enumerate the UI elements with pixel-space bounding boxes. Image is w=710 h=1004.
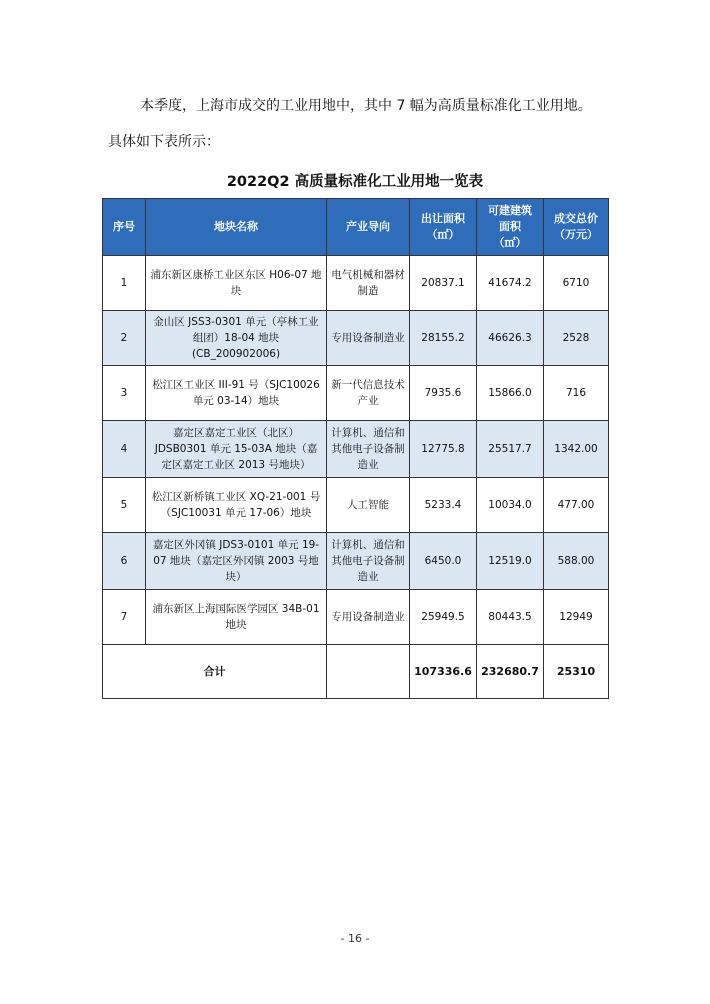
row-index: 6: [103, 533, 146, 590]
table-row: [103, 478, 609, 533]
row-price: 12949: [544, 590, 609, 645]
row-industry: 人工智能: [327, 478, 410, 533]
row-area: 25949.5: [410, 590, 477, 645]
header-area-line2: （㎡）: [426, 228, 460, 241]
row-area: 7935.6: [410, 366, 477, 421]
row-name: 松江区工业区 III-91 号（SJC10026 单元 03-14）地块: [146, 366, 327, 421]
land-table: [102, 198, 609, 699]
row-build: 80443.5: [477, 590, 544, 645]
table-header-row: [103, 199, 609, 256]
row-area: 28155.2: [410, 311, 477, 366]
header-index: 序号: [103, 199, 146, 256]
row-build: 12519.0: [477, 533, 544, 590]
header-price: [544, 199, 609, 256]
row-price: 1342.00: [544, 421, 609, 478]
total-industry: [327, 645, 410, 699]
header-industry: 产业导向: [327, 199, 410, 256]
row-index: 7: [103, 590, 146, 645]
total-label: 合计: [103, 645, 327, 699]
table-total-row: [103, 645, 609, 699]
table-title: 2022Q2 高质量标准化工业用地一览表: [226, 174, 484, 190]
row-industry: 专用设备制造业: [327, 311, 410, 366]
row-name: 浦东新区康桥工业区东区 H06-07 地块: [146, 256, 327, 311]
header-price-line2: （万元）: [554, 228, 598, 241]
row-build: 41674.2: [477, 256, 544, 311]
row-index: 1: [103, 256, 146, 311]
row-index: 5: [103, 478, 146, 533]
row-area: 6450.0: [410, 533, 477, 590]
row-price: 6710: [544, 256, 609, 311]
row-industry: 计算机、通信和其他电子设备制造业: [327, 533, 410, 590]
table-row: [103, 311, 609, 366]
row-build: 25517.7: [477, 421, 544, 478]
row-price: 588.00: [544, 533, 609, 590]
header-build-line3: （㎡）: [493, 236, 527, 249]
table-row: [103, 421, 609, 478]
row-build: 15866.0: [477, 366, 544, 421]
header-build-line1: 可建建筑: [488, 204, 532, 217]
total-price: 25310: [544, 645, 609, 699]
table-row: [103, 256, 609, 311]
row-area: 12775.8: [410, 421, 477, 478]
row-name: 松江区新桥镇工业区 XQ-21-001 号（SJC10031 单元 17-06）地块: [146, 478, 327, 533]
intro-paragraph-continued: 具体如下表所示：: [108, 134, 220, 150]
header-name: 地块名称: [146, 199, 327, 256]
row-name: 嘉定区外冈镇 JDS3-0101 单元 19-07 地块（嘉定区外冈镇 2003 号地块）: [146, 533, 327, 590]
total-build: 232680.7: [477, 645, 544, 699]
row-name: 浦东新区上海国际医学园区 34B-01 地块: [146, 590, 327, 645]
row-industry: 新一代信息技术产业: [327, 366, 410, 421]
table-row: [103, 366, 609, 421]
header-area: [410, 199, 477, 256]
row-name: 嘉定区嘉定工业区（北区）JDSB0301 单元 15-03A 地块（嘉定区嘉定工业区 2013 号地块）: [146, 421, 327, 478]
table-row: [103, 590, 609, 645]
row-build: 10034.0: [477, 478, 544, 533]
header-build-line2: 面积: [499, 220, 521, 233]
row-price: 716: [544, 366, 609, 421]
table-row: [103, 533, 609, 590]
row-industry: 计算机、通信和其他电子设备制造业: [327, 421, 410, 478]
intro-paragraph: 本季度，上海市成交的工业用地中，其中 7 幅为高质量标准化工业用地。: [140, 98, 592, 114]
row-industry: 专用设备制造业: [327, 590, 410, 645]
row-name: 金山区 JSS3-0301 单元（亭林工业组团）18-04 地块(CB_200902006): [146, 311, 327, 366]
header-area-line1: 出让面积: [421, 212, 465, 225]
total-area: 107336.6: [410, 645, 477, 699]
header-price-line1: 成交总价: [554, 212, 598, 225]
row-price: 2528: [544, 311, 609, 366]
row-area: 5233.4: [410, 478, 477, 533]
row-index: 2: [103, 311, 146, 366]
row-price: 477.00: [544, 478, 609, 533]
row-index: 3: [103, 366, 146, 421]
row-area: 20837.1: [410, 256, 477, 311]
row-build: 46626.3: [477, 311, 544, 366]
row-industry: 电气机械和器材制造: [327, 256, 410, 311]
page-number: - 16 -: [340, 932, 370, 945]
header-build: [477, 199, 544, 256]
row-index: 4: [103, 421, 146, 478]
